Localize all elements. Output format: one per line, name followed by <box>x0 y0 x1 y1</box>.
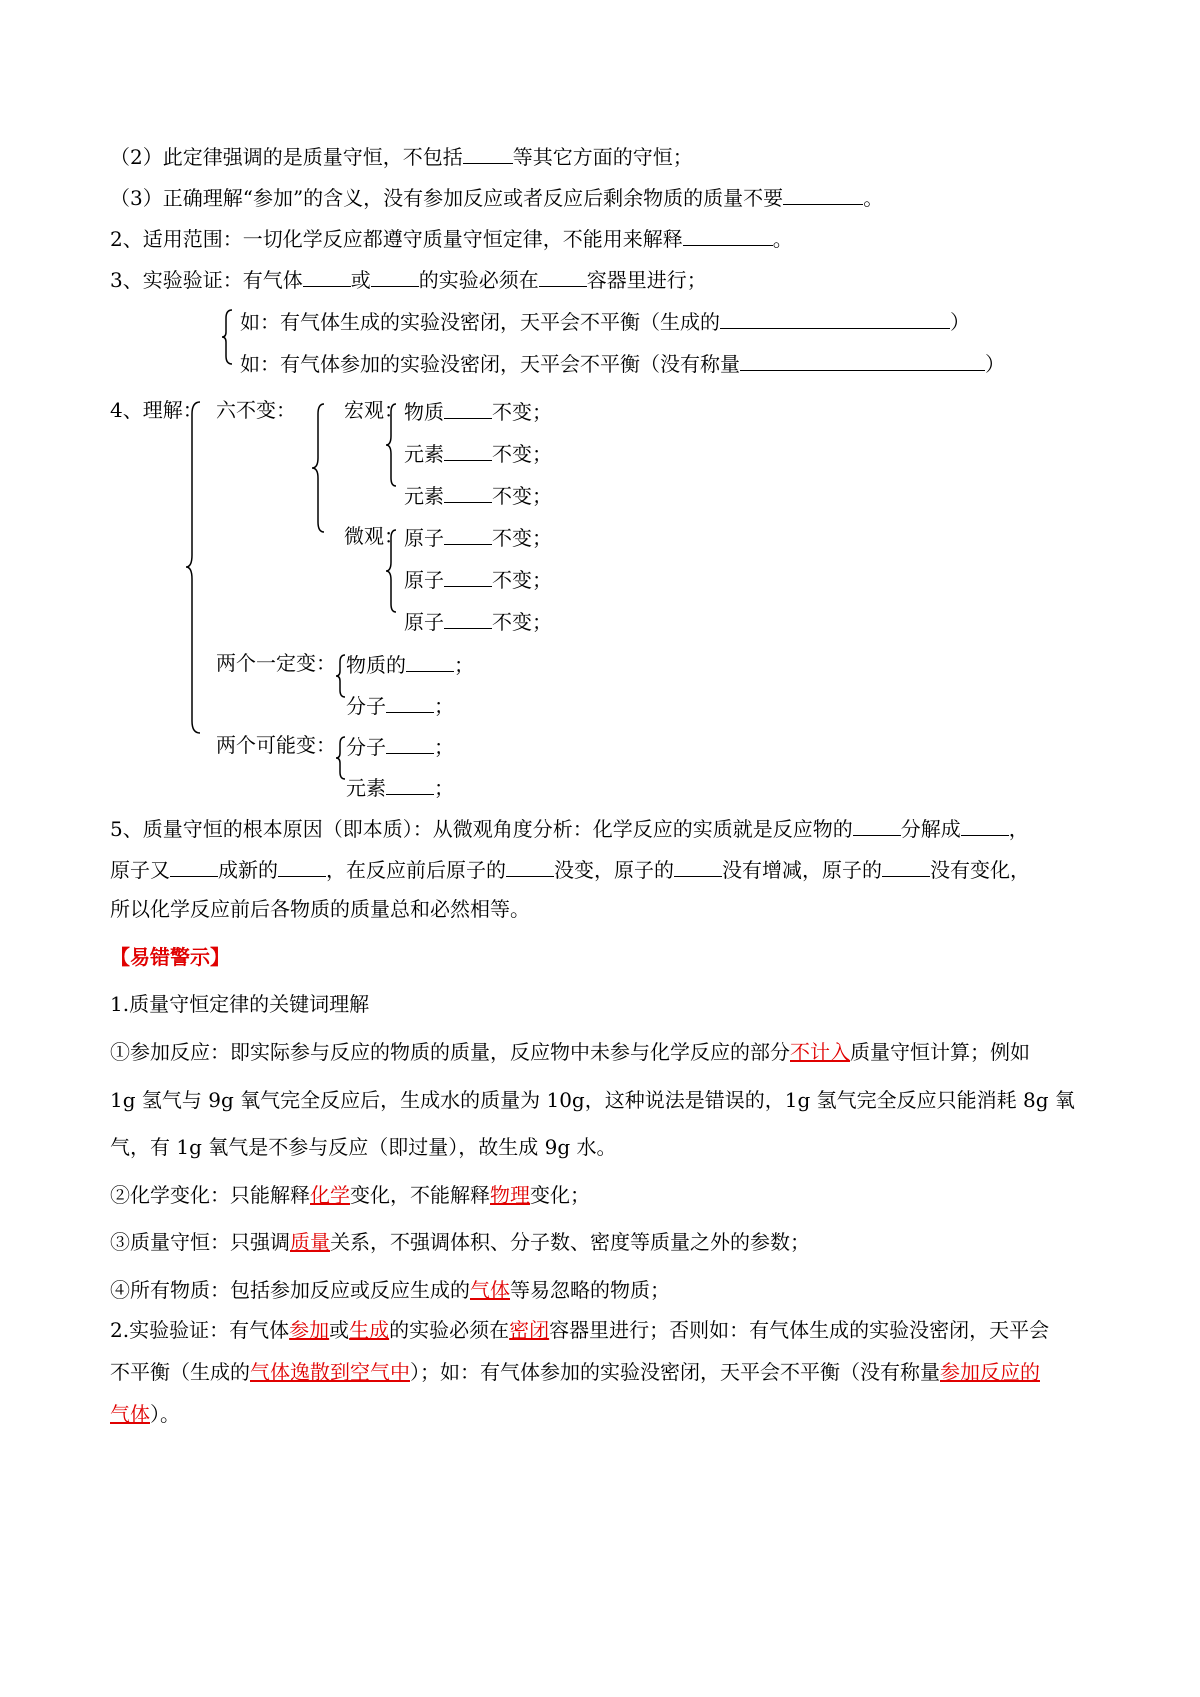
may-item-1: 分子 <box>346 735 386 759</box>
macro-item-2: 元素 <box>404 442 444 466</box>
section-5-line-2 <box>110 856 1030 882</box>
keyword-2-answer-4: 气体逸散到空气中 <box>250 1360 410 1384</box>
point-3 <box>110 1230 810 1254</box>
point-4-text-a: ④所有物质：包括参加反应或反应生成的 <box>110 1278 470 1302</box>
keyword-2-text-d: 容器里进行；否则如：有气体生成的实验没密闭，天平会 <box>549 1318 1050 1342</box>
point-3-text-a: ③质量守恒：只强调 <box>110 1230 290 1254</box>
example-2 <box>240 350 1005 376</box>
example-1 <box>240 308 970 334</box>
section-2-text: 2、适用范围：一切化学反应都遵守质量守恒定律，不能用来解释 <box>110 227 683 251</box>
point-2-text-b: 变化，不能解释 <box>350 1183 490 1207</box>
section-2 <box>110 225 793 251</box>
blank <box>683 225 773 246</box>
blank <box>303 266 351 287</box>
point-2-answer-1: 化学 <box>310 1183 350 1207</box>
point-4-answer: 气体 <box>470 1278 510 1302</box>
keyword-2-line-3 <box>110 1402 180 1426</box>
section-5-text-c: 原子又 <box>110 858 170 882</box>
blank <box>444 398 492 419</box>
semicolon: ； <box>434 694 454 718</box>
six-unchanged-label: 六不变： <box>216 398 296 422</box>
micro-label: 微观： <box>344 524 404 548</box>
micro-row-2 <box>404 566 552 592</box>
macro-row-1 <box>404 398 552 424</box>
blank <box>406 651 454 672</box>
keyword-2-text-c: 的实验必须在 <box>389 1318 510 1342</box>
semicolon: ； <box>434 735 454 759</box>
blank <box>386 774 434 795</box>
semicolon: ； <box>434 776 454 800</box>
blank <box>386 733 434 754</box>
blank <box>674 856 722 877</box>
keyword-2-answer-3: 密闭 <box>509 1318 550 1342</box>
blank <box>444 608 492 629</box>
unchanged-text: 不变； <box>492 484 552 508</box>
point-2-text-a: ②化学变化：只能解释 <box>110 1183 310 1207</box>
micro-item-1: 原子 <box>404 526 444 550</box>
macro-brace <box>386 402 402 488</box>
keyword-2-answer-1: 参加 <box>289 1318 330 1342</box>
understanding-brace <box>186 400 206 735</box>
point-1-answer: 不计入 <box>790 1040 850 1064</box>
blank <box>386 692 434 713</box>
section-3-text-d: 容器里进行； <box>586 268 707 292</box>
blank <box>740 350 985 371</box>
point-2 <box>110 1183 590 1207</box>
point-1-text-b: 质量守恒计算；例如 <box>850 1040 1030 1064</box>
item-1-2-tail: 等其它方面的守恒； <box>512 145 693 169</box>
item-1-2 <box>110 143 693 169</box>
section-5-text-g: 没有增减，原子的 <box>722 858 882 882</box>
point-2-text-c: 变化； <box>530 1183 590 1207</box>
unchanged-text: 不变； <box>492 400 552 424</box>
keyword-2-text-g: ）。 <box>150 1402 180 1426</box>
blank <box>278 856 326 877</box>
examples-brace <box>222 308 238 366</box>
blank <box>539 266 587 287</box>
semicolon: ； <box>454 653 474 677</box>
period: 。 <box>863 186 884 210</box>
comma: ， <box>1008 817 1029 841</box>
point-1-line-2: 1g 氢气与 9g 氧气完全反应后，生成水的质量为 10g，这种说法是错误的，1g 氢气完全反应只能消耗 8g 氧 <box>110 1088 1075 1112</box>
unchanged-text: 不变； <box>492 526 552 550</box>
keyword-2-answer-6: 气体 <box>110 1402 150 1426</box>
must-row-2 <box>346 692 454 718</box>
unchanged-text: 不变； <box>492 610 552 634</box>
keyword-heading: 1.质量守恒定律的关键词理解 <box>110 992 370 1016</box>
blank <box>720 308 950 329</box>
keyword-2-answer-5: 参加反应的 <box>940 1360 1040 1384</box>
item-1-3-text: （3）正确理解“参加”的含义，没有参加反应或者反应后剩余物质的质量不要 <box>110 186 784 210</box>
keyword-2-line-2 <box>110 1360 1040 1384</box>
section-5-text-b: 分解成 <box>900 817 961 841</box>
warning-heading: 【易错警示】 <box>110 945 230 969</box>
section-3-text-b: 或 <box>350 268 371 292</box>
point-1-line-1 <box>110 1040 1030 1064</box>
keyword-2-text-b: 或 <box>329 1318 350 1342</box>
section-5-text-d: 成新的 <box>218 858 278 882</box>
must-item-1: 物质的 <box>346 653 406 677</box>
point-3-text-b: 关系，不强调体积、分子数、密度等质量之外的参数； <box>330 1230 810 1254</box>
keyword-2-text-a: 2.实验验证：有气体 <box>110 1318 290 1342</box>
blank <box>783 184 863 205</box>
point-1-text-a: ①参加反应：即实际参与反应的物质的质量，反应物中未参与化学反应的部分 <box>110 1040 790 1064</box>
period: 。 <box>772 227 793 251</box>
six-brace <box>312 402 330 534</box>
blank <box>853 815 901 836</box>
keyword-2-line-1 <box>110 1318 1049 1342</box>
item-1-3 <box>110 184 883 210</box>
micro-row-1 <box>404 524 552 550</box>
unchanged-text: 不变； <box>492 442 552 466</box>
micro-item-3: 原子 <box>404 610 444 634</box>
macro-row-2 <box>404 440 552 466</box>
must-row-1 <box>346 651 474 677</box>
section-5-text-a: 5、质量守恒的根本原因（即本质）：从微观角度分析：化学反应的实质就是反应物的 <box>110 817 853 841</box>
point-4-text-b: 等易忽略的物质； <box>510 1278 670 1302</box>
blank <box>444 566 492 587</box>
keyword-2-text-e: 不平衡（生成的 <box>110 1360 250 1384</box>
section-5-text-f: 没变，原子的 <box>554 858 674 882</box>
may-row-1 <box>346 733 454 759</box>
may-item-2: 元素 <box>346 776 386 800</box>
point-3-answer: 质量 <box>290 1230 330 1254</box>
section-4-label: 4、理解： <box>110 398 203 422</box>
section-5-line-3: 所以化学反应前后各物质的质量总和必然相等。 <box>110 897 530 921</box>
section-3-text-c: 的实验必须在 <box>418 268 539 292</box>
macro-row-3 <box>404 482 552 508</box>
keyword-2-answer-2: 生成 <box>349 1318 390 1342</box>
point-4 <box>110 1278 670 1302</box>
section-5-text-h: 没有变化， <box>930 858 1030 882</box>
macro-label: 宏观： <box>344 398 404 422</box>
blank <box>882 856 930 877</box>
example-1-text: 如：有气体生成的实验没密闭，天平会不平衡（生成的 <box>240 310 720 334</box>
blank <box>463 143 513 164</box>
macro-item-1: 物质 <box>404 400 444 424</box>
section-5-line-1 <box>110 815 1029 841</box>
blank <box>371 266 419 287</box>
close-paren: ） <box>950 310 970 334</box>
macro-item-3: 元素 <box>404 484 444 508</box>
micro-item-2: 原子 <box>404 568 444 592</box>
blank <box>444 482 492 503</box>
micro-brace <box>386 528 402 614</box>
blank <box>170 856 218 877</box>
may-change-label: 两个可能变： <box>216 733 336 757</box>
section-5-text-e: ，在反应前后原子的 <box>326 858 506 882</box>
section-3-text-a: 3、实验验证：有气体 <box>110 268 303 292</box>
must-item-2: 分子 <box>346 694 386 718</box>
keyword-2-text-f: ）；如：有气体参加的实验没密闭，天平会不平衡（没有称量 <box>410 1360 940 1384</box>
point-1-line-3: 气，有 1g 氧气是不参与反应（即过量），故生成 9g 水。 <box>110 1135 617 1159</box>
unchanged-text: 不变； <box>492 568 552 592</box>
blank <box>961 815 1009 836</box>
point-2-answer-2: 物理 <box>490 1183 530 1207</box>
blank <box>506 856 554 877</box>
example-2-text: 如：有气体参加的实验没密闭，天平会不平衡（没有称量 <box>240 352 740 376</box>
micro-row-3 <box>404 608 552 634</box>
must-change-label: 两个一定变： <box>216 651 336 675</box>
may-row-2 <box>346 774 454 800</box>
item-1-2-text: （2）此定律强调的是质量守恒，不包括 <box>110 145 463 169</box>
section-3 <box>110 266 707 292</box>
blank <box>444 440 492 461</box>
close-paren: ） <box>985 352 1005 376</box>
blank <box>444 524 492 545</box>
